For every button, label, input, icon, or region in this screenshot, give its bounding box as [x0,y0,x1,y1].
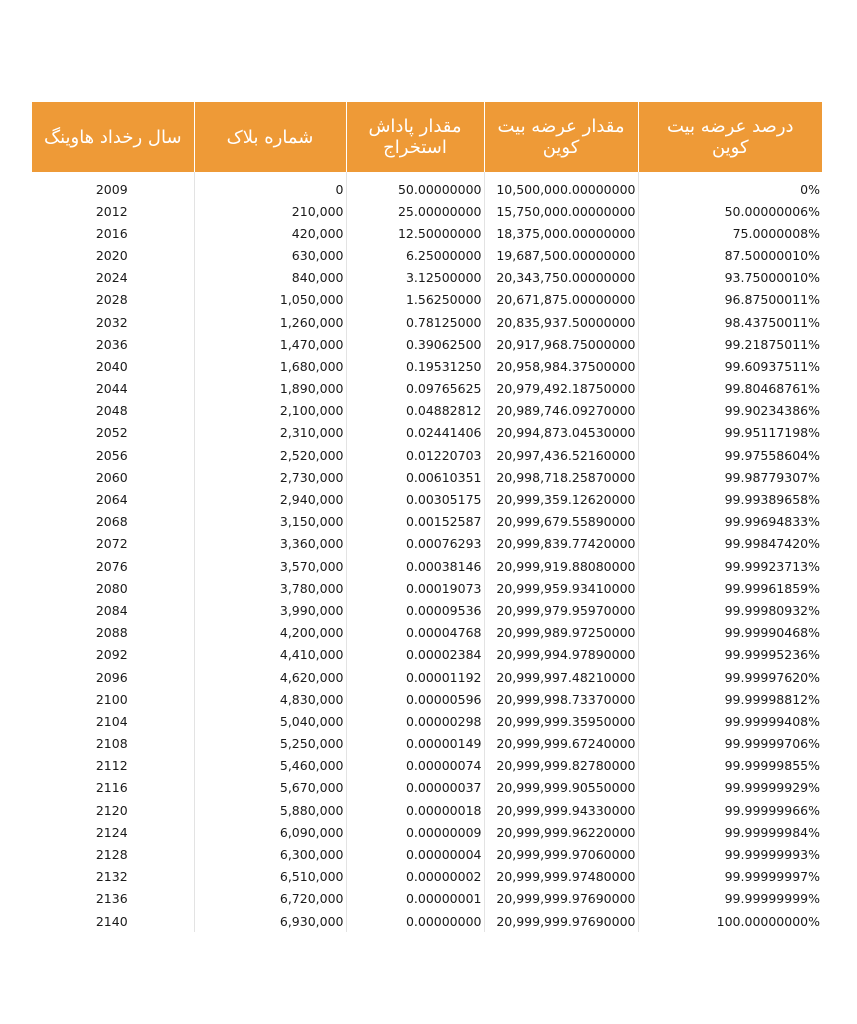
cell-block-number: 210,000 [194,200,346,222]
cell-bitcoin-supply: 20,999,679.55890000 [484,511,638,533]
cell-bitcoin-supply: 20,958,984.37500000 [484,355,638,377]
cell-block-number: 3,990,000 [194,599,346,621]
cell-supply-percent: 99.99999999% [724,891,820,907]
cell-mining-reward: 0.00000001 [346,888,484,910]
cell-mining-reward: 0.00009536 [346,599,484,621]
cell-year: 2124 [32,821,194,843]
table-row [32,599,822,621]
cell-mining-reward: 0.00610351 [346,466,484,488]
cell-supply-percent: 99.99961859% [724,580,820,596]
cell-bitcoin-supply: 20,999,359.12620000 [484,488,638,510]
cell-mining-reward: 0.00076293 [346,533,484,555]
cell-block-number: 420,000 [194,222,346,244]
cell-year: 2132 [32,866,194,888]
cell-block-number: 5,040,000 [194,710,346,732]
cell-block-number: 1,890,000 [194,378,346,400]
cell-year: 2028 [32,289,194,311]
cell-bitcoin-supply: 20,998,718.25870000 [484,466,638,488]
cell-supply-percent: 99.80468761% [724,381,820,397]
cell-bitcoin-supply: 20,999,994.97890000 [484,644,638,666]
cell-year: 2068 [32,511,194,533]
cell-year: 2064 [32,488,194,510]
cell-block-number: 4,410,000 [194,644,346,666]
cell-mining-reward: 25.00000000 [346,200,484,222]
cell-mining-reward: 0.01220703 [346,444,484,466]
cell-bitcoin-supply: 20,999,989.97250000 [484,622,638,644]
header-row [32,102,822,172]
header-mining-reward: مقدار پاداش استخراج [346,102,484,172]
cell-bitcoin-supply: 20,994,873.04530000 [484,422,638,444]
cell-supply-percent: 100.00000000% [716,913,820,929]
cell-year: 2120 [32,799,194,821]
cell-year: 2128 [32,843,194,865]
cell-year: 2112 [32,755,194,777]
cell-block-number: 1,260,000 [194,311,346,333]
cell-bitcoin-supply: 20,343,750.00000000 [484,267,638,289]
cell-supply-percent: 75.0000008% [732,225,820,241]
cell-supply-percent: 99.99999929% [724,780,820,796]
table-row [32,644,822,666]
cell-bitcoin-supply: 20,917,968.75000000 [484,333,638,355]
cell-year: 2080 [32,577,194,599]
cell-block-number: 6,300,000 [194,843,346,865]
cell-bitcoin-supply: 20,979,492.18750000 [484,378,638,400]
cell-supply-percent: 99.99999706% [724,736,820,752]
cell-bitcoin-supply: 20,999,999.82780000 [484,755,638,777]
header-bitcoin-supply: مقدار عرضه بیت کوین [484,102,638,172]
cell-year: 2036 [32,333,194,355]
cell-mining-reward: 50.00000000 [346,172,484,200]
cell-mining-reward: 0.00305175 [346,488,484,510]
table-row [32,200,822,222]
cell-supply-percent: 87.50000010% [724,247,820,263]
cell-mining-reward: 0.00004768 [346,622,484,644]
cell-supply-percent: 0% [800,181,820,197]
cell-bitcoin-supply: 20,999,999.35950000 [484,710,638,732]
table-row [32,666,822,688]
cell-supply-percent: 96.87500011% [724,292,820,308]
cell-mining-reward: 0.00152587 [346,511,484,533]
table-row [32,777,822,799]
header-halving-year: سال رخداد هاوینگ [32,102,194,172]
cell-supply-percent: 99.99847420% [724,536,820,552]
cell-block-number: 3,360,000 [194,533,346,555]
table-row [32,466,822,488]
cell-year: 2012 [32,200,194,222]
table-row [32,444,822,466]
cell-block-number: 6,930,000 [194,910,346,932]
cell-supply-percent: 99.99999984% [724,824,820,840]
cell-block-number: 4,200,000 [194,622,346,644]
cell-supply-percent: 99.99999993% [724,847,820,863]
cell-block-number: 1,050,000 [194,289,346,311]
cell-mining-reward: 0.19531250 [346,355,484,377]
cell-bitcoin-supply: 20,999,999.90550000 [484,777,638,799]
cell-block-number: 5,670,000 [194,777,346,799]
cell-bitcoin-supply: 20,999,998.73370000 [484,688,638,710]
cell-mining-reward: 0.00000149 [346,733,484,755]
cell-bitcoin-supply: 20,999,999.94330000 [484,799,638,821]
cell-mining-reward: 0.00038146 [346,555,484,577]
cell-mining-reward: 0.00000037 [346,777,484,799]
cell-mining-reward: 0.00000018 [346,799,484,821]
table-row [32,843,822,865]
cell-year: 2016 [32,222,194,244]
cell-year: 2136 [32,888,194,910]
table-row [32,244,822,266]
cell-year: 2044 [32,378,194,400]
table-row [32,577,822,599]
table-row [32,688,822,710]
cell-block-number: 2,310,000 [194,422,346,444]
cell-block-number: 1,470,000 [194,333,346,355]
table-row [32,888,822,910]
cell-block-number: 1,680,000 [194,355,346,377]
table-row [32,910,822,932]
cell-year: 2060 [32,466,194,488]
cell-year: 2048 [32,400,194,422]
cell-supply-percent: 99.99999997% [724,869,820,885]
cell-supply-percent: 99.97558604% [724,447,820,463]
cell-mining-reward: 1.56250000 [346,289,484,311]
table-row [32,289,822,311]
cell-mining-reward: 0.00000074 [346,755,484,777]
cell-bitcoin-supply: 20,997,436.52160000 [484,444,638,466]
cell-bitcoin-supply: 20,999,839.77420000 [484,533,638,555]
header-block-number: شماره بلاک [194,102,346,172]
cell-block-number: 2,520,000 [194,444,346,466]
table-row [32,710,822,732]
table-row [32,733,822,755]
cell-bitcoin-supply: 20,999,999.96220000 [484,821,638,843]
cell-year: 2096 [32,666,194,688]
cell-mining-reward: 0.78125000 [346,311,484,333]
cell-bitcoin-supply: 20,999,999.97690000 [484,888,638,910]
cell-mining-reward: 12.50000000 [346,222,484,244]
table-row [32,821,822,843]
cell-bitcoin-supply: 10,500,000.00000000 [484,172,638,200]
cell-supply-percent: 99.95117198% [724,425,820,441]
cell-block-number: 5,880,000 [194,799,346,821]
cell-bitcoin-supply: 20,999,999.67240000 [484,733,638,755]
cell-block-number: 6,510,000 [194,866,346,888]
cell-supply-percent: 99.99990468% [724,625,820,641]
table-row [32,422,822,444]
cell-year: 2024 [32,267,194,289]
cell-block-number: 6,090,000 [194,821,346,843]
cell-supply-percent: 99.99999855% [724,758,820,774]
cell-year: 2009 [32,172,194,200]
cell-supply-percent: 99.60937511% [724,358,820,374]
cell-block-number: 2,730,000 [194,466,346,488]
cell-year: 2088 [32,622,194,644]
cell-supply-percent: 99.21875011% [724,336,820,352]
table-row [32,622,822,644]
table-row [32,488,822,510]
cell-year: 2108 [32,733,194,755]
cell-year: 2104 [32,710,194,732]
cell-supply-percent: 99.90234386% [724,403,820,419]
cell-supply-percent: 99.98779307% [724,469,820,485]
table-row [32,755,822,777]
cell-block-number: 3,780,000 [194,577,346,599]
cell-bitcoin-supply: 20,671,875.00000000 [484,289,638,311]
cell-bitcoin-supply: 20,999,999.97690000 [484,910,638,932]
table-row [32,799,822,821]
cell-supply-percent: 99.99923713% [724,558,820,574]
cell-mining-reward: 0.00019073 [346,577,484,599]
cell-year: 2084 [32,599,194,621]
cell-mining-reward: 0.00001192 [346,666,484,688]
cell-bitcoin-supply: 20,999,979.95970000 [484,599,638,621]
cell-bitcoin-supply: 20,999,999.97480000 [484,866,638,888]
cell-year: 2100 [32,688,194,710]
cell-block-number: 4,620,000 [194,666,346,688]
cell-mining-reward: 0.39062500 [346,333,484,355]
cell-block-number: 3,150,000 [194,511,346,533]
cell-block-number: 3,570,000 [194,555,346,577]
cell-year: 2040 [32,355,194,377]
table-row [32,400,822,422]
cell-year: 2032 [32,311,194,333]
cell-year: 2116 [32,777,194,799]
cell-bitcoin-supply: 20,989,746.09270000 [484,400,638,422]
cell-supply-percent: 50.00000006% [724,203,820,219]
cell-block-number: 4,830,000 [194,688,346,710]
cell-bitcoin-supply: 20,999,959.93410000 [484,577,638,599]
cell-mining-reward: 0.04882812 [346,400,484,422]
cell-bitcoin-supply: 20,999,919.88080000 [484,555,638,577]
cell-block-number: 2,940,000 [194,488,346,510]
cell-supply-percent: 99.99980932% [724,602,820,618]
cell-supply-percent: 99.99999966% [724,802,820,818]
cell-bitcoin-supply: 20,999,999.97060000 [484,843,638,865]
cell-mining-reward: 3.12500000 [346,267,484,289]
table-row [32,355,822,377]
cell-mining-reward: 0.00002384 [346,644,484,666]
cell-mining-reward: 0.02441406 [346,422,484,444]
table-row [32,222,822,244]
table-row [32,333,822,355]
cell-mining-reward: 0.00000596 [346,688,484,710]
cell-year: 2020 [32,244,194,266]
header-supply-percent: درصد عرضه بیت کوین [638,102,822,172]
cell-block-number: 5,460,000 [194,755,346,777]
table-row [32,533,822,555]
cell-supply-percent: 93.75000010% [724,270,820,286]
cell-supply-percent: 99.99999408% [724,713,820,729]
cell-block-number: 2,100,000 [194,400,346,422]
cell-mining-reward: 0.09765625 [346,378,484,400]
cell-supply-percent: 98.43750011% [724,314,820,330]
cell-bitcoin-supply: 18,375,000.00000000 [484,222,638,244]
cell-year: 2140 [32,910,194,932]
cell-mining-reward: 0.00000004 [346,843,484,865]
table-row [32,378,822,400]
cell-supply-percent: 99.99998812% [724,691,820,707]
cell-block-number: 630,000 [194,244,346,266]
table-row [32,511,822,533]
cell-mining-reward: 0.00000298 [346,710,484,732]
table-row [32,267,822,289]
cell-block-number: 0 [194,172,346,200]
cell-year: 2056 [32,444,194,466]
cell-bitcoin-supply: 20,999,997.48210000 [484,666,638,688]
cell-supply-percent: 99.99694833% [724,514,820,530]
cell-block-number: 6,720,000 [194,888,346,910]
cell-mining-reward: 6.25000000 [346,244,484,266]
cell-mining-reward: 0.00000000 [346,910,484,932]
cell-bitcoin-supply: 15,750,000.00000000 [484,200,638,222]
cell-supply-percent: 99.99997620% [724,669,820,685]
cell-block-number: 840,000 [194,267,346,289]
cell-year: 2076 [32,555,194,577]
table-row [32,172,822,200]
cell-mining-reward: 0.00000002 [346,866,484,888]
table-row [32,555,822,577]
cell-year: 2092 [32,644,194,666]
cell-bitcoin-supply: 19,687,500.00000000 [484,244,638,266]
cell-supply-percent: 99.99995236% [724,647,820,663]
cell-mining-reward: 0.00000009 [346,821,484,843]
table-row [32,866,822,888]
cell-block-number: 5,250,000 [194,733,346,755]
cell-year: 2072 [32,533,194,555]
cell-supply-percent: 99.99389658% [724,492,820,508]
table-body [32,172,822,932]
cell-year: 2052 [32,422,194,444]
halving-table [32,102,822,932]
cell-bitcoin-supply: 20,835,937.50000000 [484,311,638,333]
table-row [32,311,822,333]
